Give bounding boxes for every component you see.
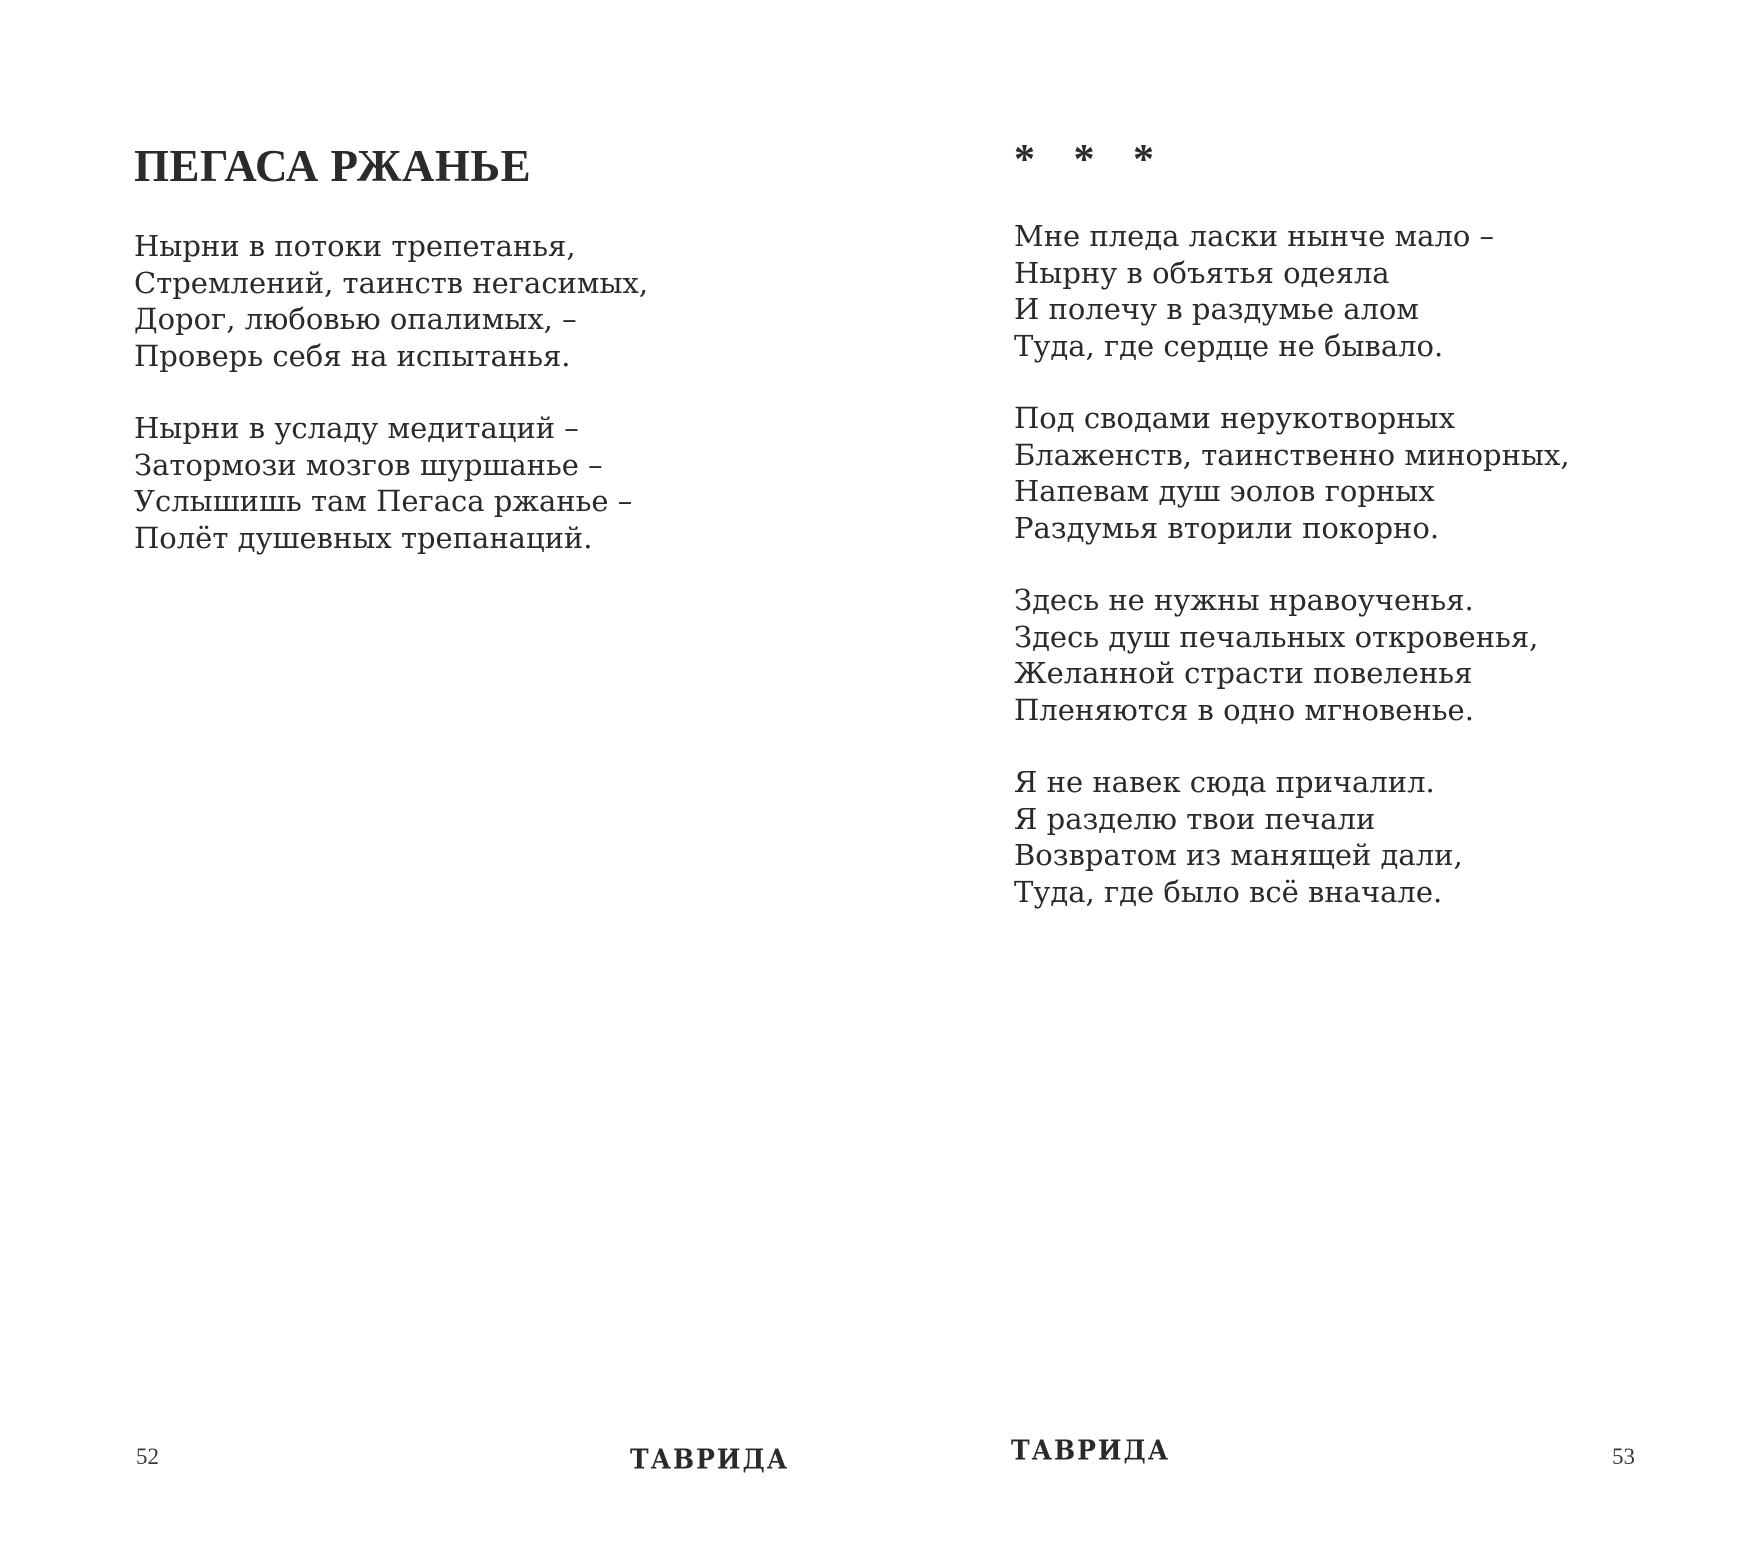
poem-line: Стремлений, таинств негасимых, (134, 265, 649, 300)
poem-line: Я разделю твои печали (1014, 801, 1376, 836)
stanza (134, 228, 648, 374)
poem-line: Я не навек сюда причалил. (1014, 765, 1435, 799)
poem-line: Нырни в потоки трепетанья, (134, 229, 576, 263)
page-number: 52 (136, 1444, 159, 1469)
footer-logo: ТАВРИДА (630, 1443, 790, 1475)
footer-logo: ТАВРИДА (1011, 1434, 1171, 1466)
stanza (134, 410, 648, 556)
poem-line: Проверь себя на испытанья. (134, 338, 571, 373)
poem-line: Желанной страсти повеленья (1014, 656, 1473, 690)
poem-line: Возвратом из манящей дали, (1014, 838, 1463, 872)
poem-line: Здесь не нужны нравоученья. (1014, 583, 1474, 617)
poem-line: Нырну в объятья одеяла (1014, 255, 1390, 290)
right-page (870, 0, 1740, 1546)
poem-line: Под сводами нерукотворных (1014, 401, 1455, 435)
poem-line: Раздумья вторили покорно. (1014, 510, 1440, 545)
poem-line: Нырни в усладу медитаций – (134, 411, 579, 445)
stanza (1014, 582, 1570, 728)
poem-text (134, 228, 648, 592)
stanza (1014, 764, 1570, 910)
poem-line: Пленяются в одно мгновенье. (1014, 692, 1474, 727)
poem-line: Мне пледа ласки нынче мало – (1014, 219, 1495, 253)
poem-line: Напевам душ эолов горных (1014, 474, 1435, 508)
poem-line: Блаженств, таинственно минорных, (1014, 437, 1570, 472)
poem-line: Здесь душ печальных откровенья, (1014, 619, 1539, 654)
page-number: 53 (1612, 1444, 1635, 1469)
poem-line: Туда, где было всё вначале. (1014, 874, 1443, 909)
poem-title-asterisks: * * * (1014, 137, 1168, 183)
poem-line: Затормози мозгов шуршанье – (134, 447, 603, 482)
poem-line: И полечу в раздумье алом (1014, 292, 1419, 326)
stanza (1014, 400, 1570, 546)
poem-text (1014, 218, 1570, 946)
poem-title: ПЕГАСА РЖАНЬЕ (134, 141, 532, 191)
stanza (1014, 218, 1570, 364)
poem-line: Дорог, любовью опалимых, – (134, 302, 577, 336)
poem-line: Услышишь там Пегаса ржанье – (134, 484, 633, 518)
poem-line: Полёт душевных трепанаций. (134, 520, 593, 555)
poem-line: Туда, где сердце не бывало. (1014, 328, 1444, 363)
